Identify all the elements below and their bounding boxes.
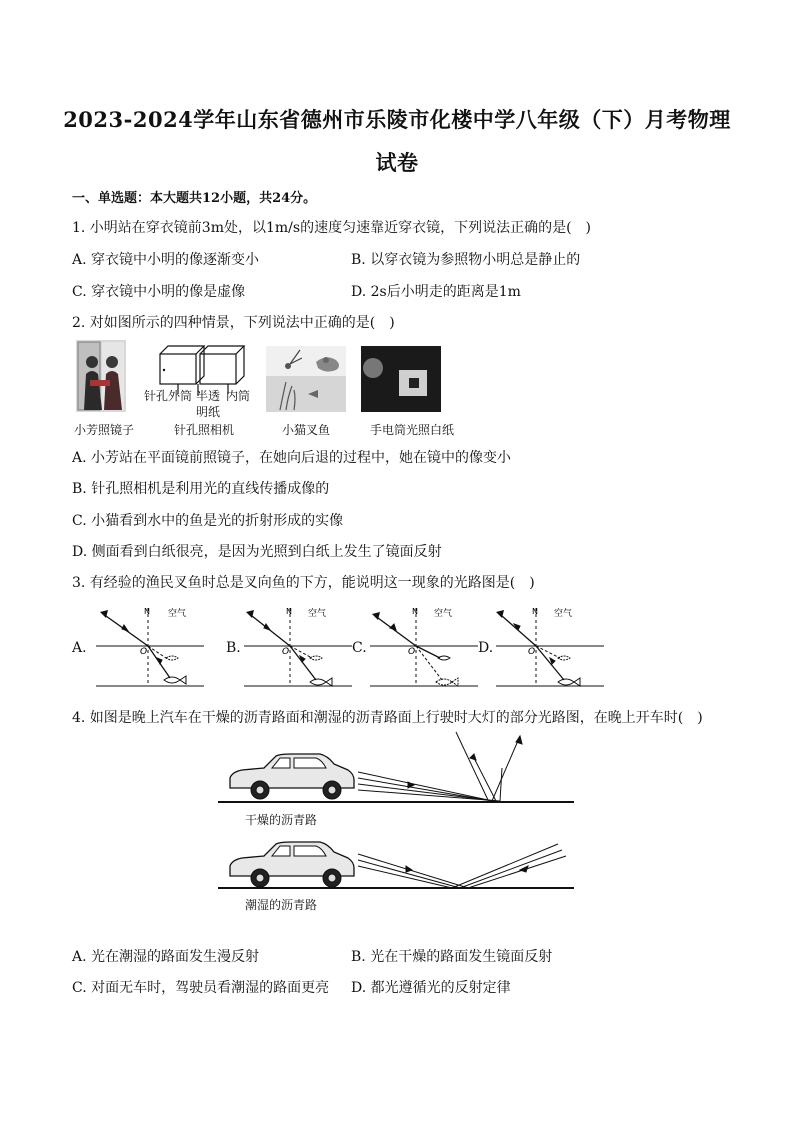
normal-label-b: N bbox=[286, 607, 292, 616]
question-2-stem: 2. 对如图所示的四种情景，下列说法中正确的是( ) bbox=[72, 315, 395, 331]
page-title-line-2: 试卷 bbox=[375, 150, 419, 175]
ray-diagram-c bbox=[368, 602, 480, 690]
air-label-d: 空气 bbox=[554, 609, 573, 619]
pinhole-semi-label-1: 半透 bbox=[196, 389, 221, 403]
question-2-option-a[interactable]: A. 小芳站在平面镜前照镜子，在她向后退的过程中，她在镜中的像变小 bbox=[72, 450, 512, 466]
air-label-c: 空气 bbox=[434, 609, 453, 619]
section-heading: 一、单选题：本大题共12小题，共24分。 bbox=[72, 191, 317, 206]
question-1-option-c[interactable]: C. 穿衣镜中小明的像是虚像 bbox=[72, 284, 246, 300]
normal-label-d: N bbox=[532, 607, 538, 616]
mirror-photo-image bbox=[76, 340, 126, 412]
point-o-label-c: O bbox=[408, 647, 416, 657]
wet-road-diagram bbox=[216, 834, 576, 894]
question-4-option-d[interactable]: D. 都光遵循光的反射定律 bbox=[351, 980, 511, 996]
figure-caption-cat: 小猫叉鱼 bbox=[281, 423, 330, 437]
question-3-option-c[interactable]: C. bbox=[352, 640, 367, 656]
question-2-option-b[interactable]: B. 针孔照相机是利用光的直线传播成像的 bbox=[72, 481, 330, 497]
question-3-option-d[interactable]: D. bbox=[478, 640, 494, 656]
pinhole-outer-label: 针孔外筒 bbox=[144, 389, 193, 403]
pinhole-semi-label-2: 明纸 bbox=[196, 405, 221, 419]
figure-caption-pinhole: 针孔照相机 bbox=[173, 423, 234, 437]
point-o-label-d: O bbox=[528, 647, 536, 657]
normal-label-c: N bbox=[412, 607, 418, 616]
question-3-option-a[interactable]: A. bbox=[72, 640, 87, 656]
question-3-option-b[interactable]: B. bbox=[226, 640, 241, 656]
question-4-stem: 4. 如图是晚上汽车在干燥的沥青路面和潮湿的沥青路面上行驶时大灯的部分光路图，在晚上开车时( ) bbox=[72, 710, 703, 726]
question-4-option-c[interactable]: C. 对面无车时，驾驶员看潮湿的路面更亮 bbox=[72, 980, 330, 996]
ray-diagram-b bbox=[242, 602, 354, 690]
normal-label-a: N bbox=[144, 607, 150, 616]
point-o-label-a: O bbox=[140, 647, 148, 657]
question-2-option-c[interactable]: C. 小猫看到水中的鱼是光的折射形成的实像 bbox=[72, 513, 344, 529]
point-o-label-b: O bbox=[282, 647, 290, 657]
question-1-option-d[interactable]: D. 2s后小明走的距离是1m bbox=[351, 284, 521, 300]
question-1-stem: 1. 小明站在穿衣镜前3m处，以1m/s的速度匀速靠近穿衣镜，下列说法正确的是( ) bbox=[72, 220, 591, 236]
wet-road-label: 潮湿的沥青路 bbox=[245, 898, 318, 912]
air-label-a: 空气 bbox=[168, 609, 187, 619]
question-1-option-a[interactable]: A. 穿衣镜中小明的像逐渐变小 bbox=[72, 252, 260, 268]
question-3-stem: 3. 有经验的渔民叉鱼时总是叉向鱼的下方，能说明这一现象的光路图是( ) bbox=[72, 575, 535, 591]
ray-diagram-d bbox=[494, 602, 606, 690]
dry-road-diagram bbox=[216, 728, 576, 812]
pinhole-inner-label: 内筒 bbox=[226, 389, 251, 403]
figure-caption-flashlight: 手电筒光照白纸 bbox=[369, 423, 454, 437]
flashlight-paper-image bbox=[361, 346, 441, 412]
ray-diagram-a bbox=[94, 602, 206, 690]
question-4-option-a[interactable]: A. 光在潮湿的路面发生漫反射 bbox=[72, 949, 260, 965]
question-1-option-b[interactable]: B. 以穿衣镜为参照物小明总是静止的 bbox=[351, 252, 581, 268]
page-title-line-1: 2023-2024学年山东省德州市乐陵市化楼中学八年级（下）月考物理 bbox=[63, 107, 731, 132]
figure-caption-mirror: 小芳照镜子 bbox=[73, 423, 134, 437]
dry-road-label: 干燥的沥青路 bbox=[245, 813, 318, 827]
cat-fishing-image bbox=[266, 346, 346, 412]
question-4-option-b[interactable]: B. 光在干燥的路面发生镜面反射 bbox=[351, 949, 553, 965]
question-2-option-d[interactable]: D. 侧面看到白纸很亮，是因为光照到白纸上发生了镜面反射 bbox=[72, 544, 442, 560]
air-label-b: 空气 bbox=[308, 609, 327, 619]
